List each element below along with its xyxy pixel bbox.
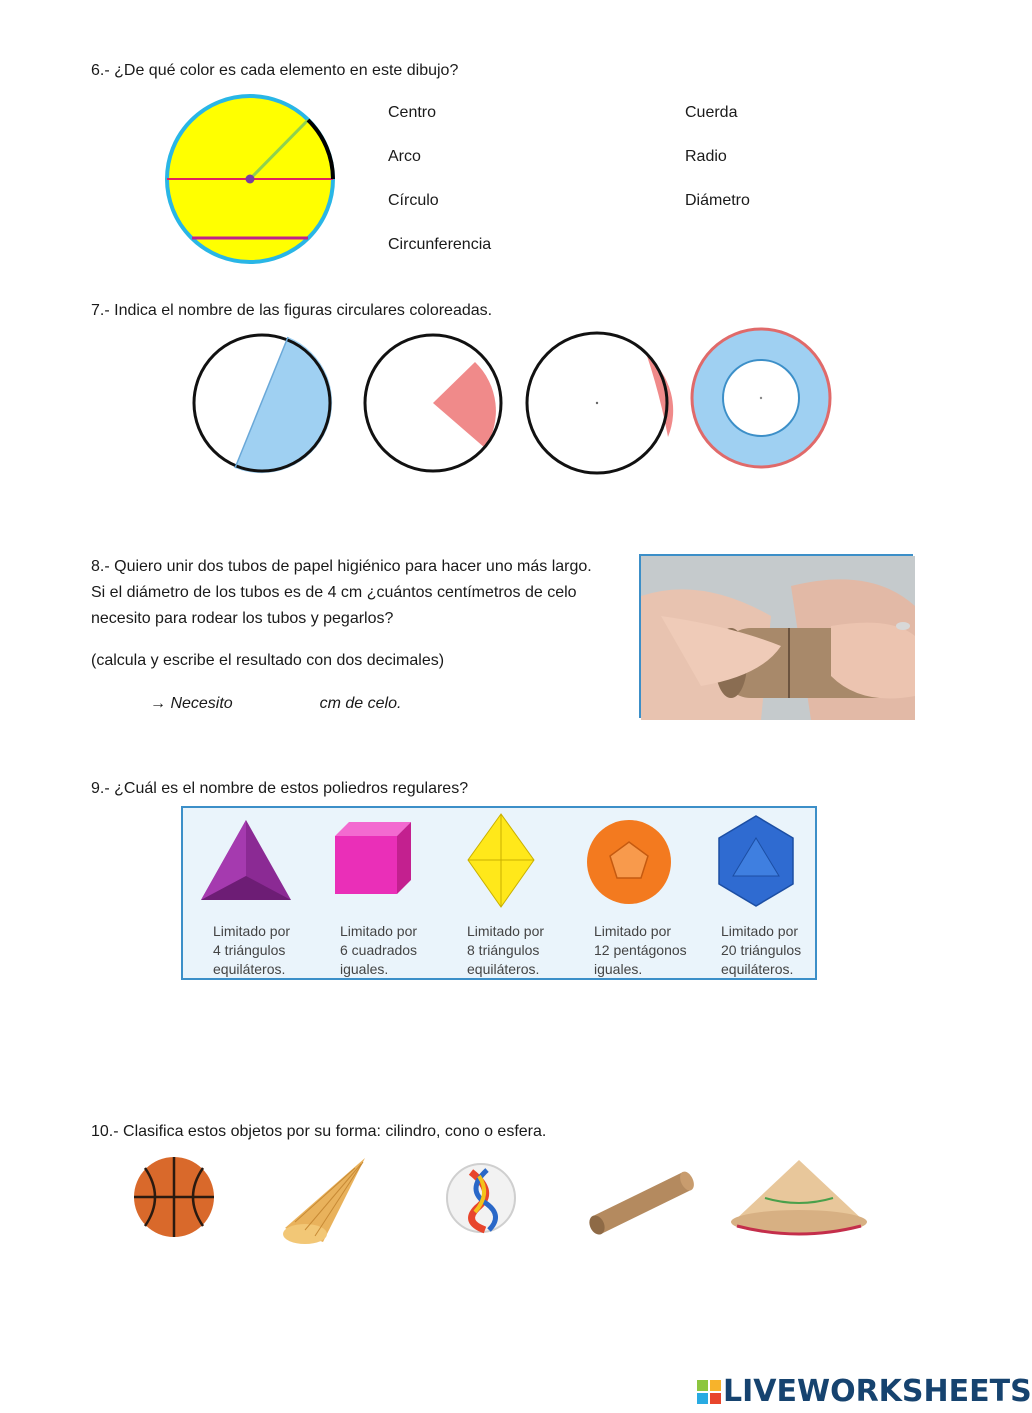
sector-figure bbox=[365, 335, 501, 471]
question-6: 6.- ¿De qué color es cada elemento en este dibujo? bbox=[91, 62, 459, 79]
circle-elements-diagram bbox=[160, 90, 342, 270]
basketball-image bbox=[134, 1157, 214, 1237]
polyhedra-illustrations bbox=[183, 808, 815, 908]
logo-icon bbox=[697, 1380, 721, 1404]
answer-suffix: cm de celo. bbox=[319, 695, 402, 712]
term-circulo: Círculo bbox=[388, 192, 439, 209]
term-cuerda: Cuerda bbox=[685, 104, 738, 121]
question-8-note: (calcula y escribe el resultado con dos decimales) bbox=[91, 652, 445, 669]
segment-figure bbox=[527, 333, 673, 473]
octahedron-shape bbox=[468, 814, 534, 907]
tubes-photo bbox=[639, 554, 913, 718]
polyhedra-panel bbox=[181, 806, 817, 980]
semicircle-figure bbox=[194, 335, 332, 473]
question-8-line2: Si el diámetro de los tubos es de 4 cm ¿cuántos centímetros de celo bbox=[91, 584, 577, 601]
cardboard-tube-image bbox=[586, 1169, 696, 1237]
caption-tetrahedron: Limitado por 4 triángulos equiláteros. bbox=[213, 923, 291, 977]
liveworksheets-logo bbox=[697, 1374, 1032, 1409]
caption-icosahedron: Limitado por 20 triángulos equiláteros. bbox=[721, 923, 802, 977]
cube-shape bbox=[335, 822, 411, 894]
answer-line bbox=[150, 691, 401, 717]
term-diametro: Diámetro bbox=[685, 192, 750, 209]
answer-prefix: Necesito bbox=[170, 695, 233, 712]
tetrahedron-shape bbox=[201, 820, 291, 900]
center-point bbox=[246, 175, 255, 184]
term-arco: Arco bbox=[388, 148, 421, 165]
question-8-line1: 8.- Quiero unir dos tubos de papel higiénico para hacer uno más largo. bbox=[91, 558, 592, 575]
question-7: 7.- Indica el nombre de las figuras circulares coloreadas. bbox=[91, 302, 493, 319]
conical-hat-image bbox=[731, 1160, 867, 1234]
arrow-icon: → bbox=[150, 695, 166, 712]
icosahedron-shape bbox=[719, 816, 793, 906]
caption-dodecahedron: Limitado por 12 pentágonos iguales. bbox=[594, 923, 687, 977]
dodecahedron-shape bbox=[587, 820, 671, 904]
marble-image bbox=[447, 1164, 515, 1232]
term-radio: Radio bbox=[685, 148, 727, 165]
question-10: 10.- Clasifica estos objetos por su forma: cilindro, cono o esfera. bbox=[91, 1123, 547, 1140]
question-8-line3: necesito para rodear los tubos y pegarlos? bbox=[91, 610, 394, 627]
term-circunferencia: Circunferencia bbox=[388, 236, 492, 253]
ice-cream-cone-image bbox=[283, 1158, 365, 1244]
term-centro: Centro bbox=[388, 104, 437, 121]
caption-octahedron: Limitado por 8 triángulos equiláteros. bbox=[467, 923, 545, 977]
question-8-text bbox=[91, 554, 631, 632]
logo-text: LIVEWORKSHEETS bbox=[723, 1374, 1032, 1409]
objects-row bbox=[125, 1150, 875, 1250]
question-9: 9.- ¿Cuál es el nombre de estos poliedros regulares? bbox=[91, 780, 469, 797]
caption-cube: Limitado por 6 cuadrados iguales. bbox=[340, 923, 418, 977]
annulus-figure bbox=[692, 329, 830, 467]
hands-tubes-illustration bbox=[641, 556, 915, 720]
circular-figures bbox=[190, 325, 840, 480]
